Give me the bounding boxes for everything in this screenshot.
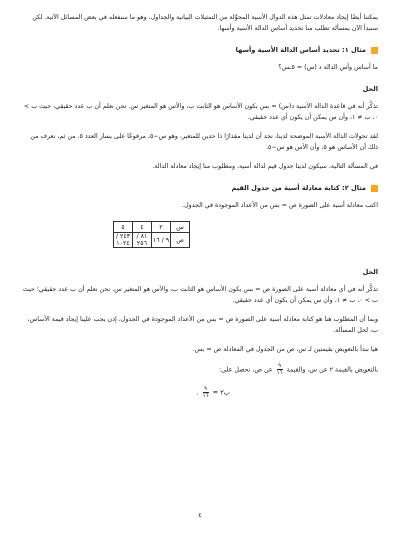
example-1-heading bbox=[22, 46, 378, 54]
equation-fraction-denominator: ١٦ bbox=[202, 393, 209, 399]
fraction bbox=[277, 363, 283, 376]
table-row bbox=[114, 222, 190, 233]
intro-paragraph: يمكننا أيضًا إيجاد معادلات تمثل هذه الدوال الأسية المحوَّلة من التمثيلات البيانية والجداول، وهو ما سنفعله في بعض المسائل الآتية. لكن سنبدأ الآن بمسألة تطلب منا تحديد أساس الدالة الأسية وأسها. bbox=[32, 14, 378, 32]
transition-paragraph: في المسألة التالية، سيكون لدينا جدول قيم لدالة أسية، ومطلوب منا إيجاد معادلة الدالة. bbox=[152, 163, 378, 170]
example-1-question: ما أساس وأس الدالة د (س) = ٥ـس؟ bbox=[278, 64, 378, 71]
equation-end: . bbox=[196, 388, 199, 397]
table-cell: ٩ / ١٦ bbox=[152, 233, 171, 248]
example-2-title: مثال ٢: كتابة معادلة أسية من جدول القيم bbox=[231, 184, 366, 192]
table-cell: ٥ bbox=[114, 222, 133, 233]
equation-fraction bbox=[203, 386, 209, 399]
example-1-solution-p2: لقد تحولات الدالة الأسية الموضحة لدينا، نجد أن لدينا مقدارًا ذا حدين للمتغير، وهو س−٥، مرفوعًا على يسار العدد ٥. من ثم، نعرف من ذلك أن الأساس هو ٥، وأن الأس هو س−٥. bbox=[30, 133, 378, 151]
example-2-solution-p4 bbox=[22, 363, 378, 376]
document-page bbox=[22, 12, 378, 399]
example-1-solution-heading: الحل bbox=[362, 85, 378, 93]
equation-fraction-numerator: ٩ bbox=[204, 386, 208, 392]
example-2-question: اكتب معادلة أسية على الصورة ص = بس من الأعداد الموجودة في الجدول. bbox=[182, 202, 378, 209]
p4-text-end: عن ص، نحصل على: bbox=[219, 366, 273, 374]
example-1-title: مثال ١: تحديد أساس الدالة الأسية وأسها bbox=[235, 46, 366, 54]
orange-square-icon bbox=[371, 185, 378, 192]
table-cell: ٤ bbox=[133, 222, 152, 233]
example-1-solution-p1: تذكَّر أنه في قاعدة الدالة الأسية د(س) = بس يكون الأساس هو الثابت ب، والأس هو المتغير س. نحن نعلم أن ب عدد حقيقي، حيث ب > ٠، ب ≠ ١، وأن س يمكن أن يكون أي عدد حقيقي. bbox=[23, 103, 378, 121]
example-2-solution-p1: تذكَّر أنه في أي معادلة أسية على الصورة ص = بس يكون الأساس هو الثابت ب، والأس هو المتغير س. نحن نعلم أن ب عدد حقيقي؛ حيث ب > ٠، ب ≠ ١، وأن س يمكن أن يكون أي عدد حقيقي. bbox=[22, 286, 378, 304]
table-cell: ٢٤٣ / ١٠٢٤ bbox=[114, 233, 133, 248]
values-table bbox=[113, 221, 190, 248]
example-2-heading bbox=[22, 184, 378, 192]
example-2-solution-p3: هيا نبدأ بالتعويض بقيمتين لـ س، ص من الجدول في المعادلة ص = بس. bbox=[192, 346, 378, 353]
table-cell: ٢ bbox=[152, 222, 171, 233]
fraction-numerator: ٩ bbox=[278, 363, 282, 369]
orange-square-icon bbox=[371, 47, 378, 54]
table-row bbox=[114, 233, 190, 248]
table-header-x: س bbox=[171, 222, 190, 233]
table-header-y: ص bbox=[171, 233, 190, 248]
example-2-solution-heading: الحل bbox=[362, 268, 378, 276]
equation-line bbox=[22, 386, 378, 399]
equation-lhs: ب٢ = bbox=[212, 388, 230, 397]
fraction-denominator: ١٦ bbox=[276, 370, 283, 376]
table-cell: ٨١ / ٢٥٦ bbox=[133, 233, 152, 248]
example-2-solution-p2: وبما أن المطلوب هنا هو كتابة معادلة أسية على الصورة ص = بس من الأعداد الموجودة في الجدول، إذن يجب علينا إيجاد قيمة الأساس، ب، لحل المسألة. bbox=[27, 316, 378, 334]
p4-text-start: بالتعويض بالقيمة ٢ عن س، والقيمة bbox=[286, 366, 378, 374]
page-number: ٤ bbox=[198, 512, 202, 519]
